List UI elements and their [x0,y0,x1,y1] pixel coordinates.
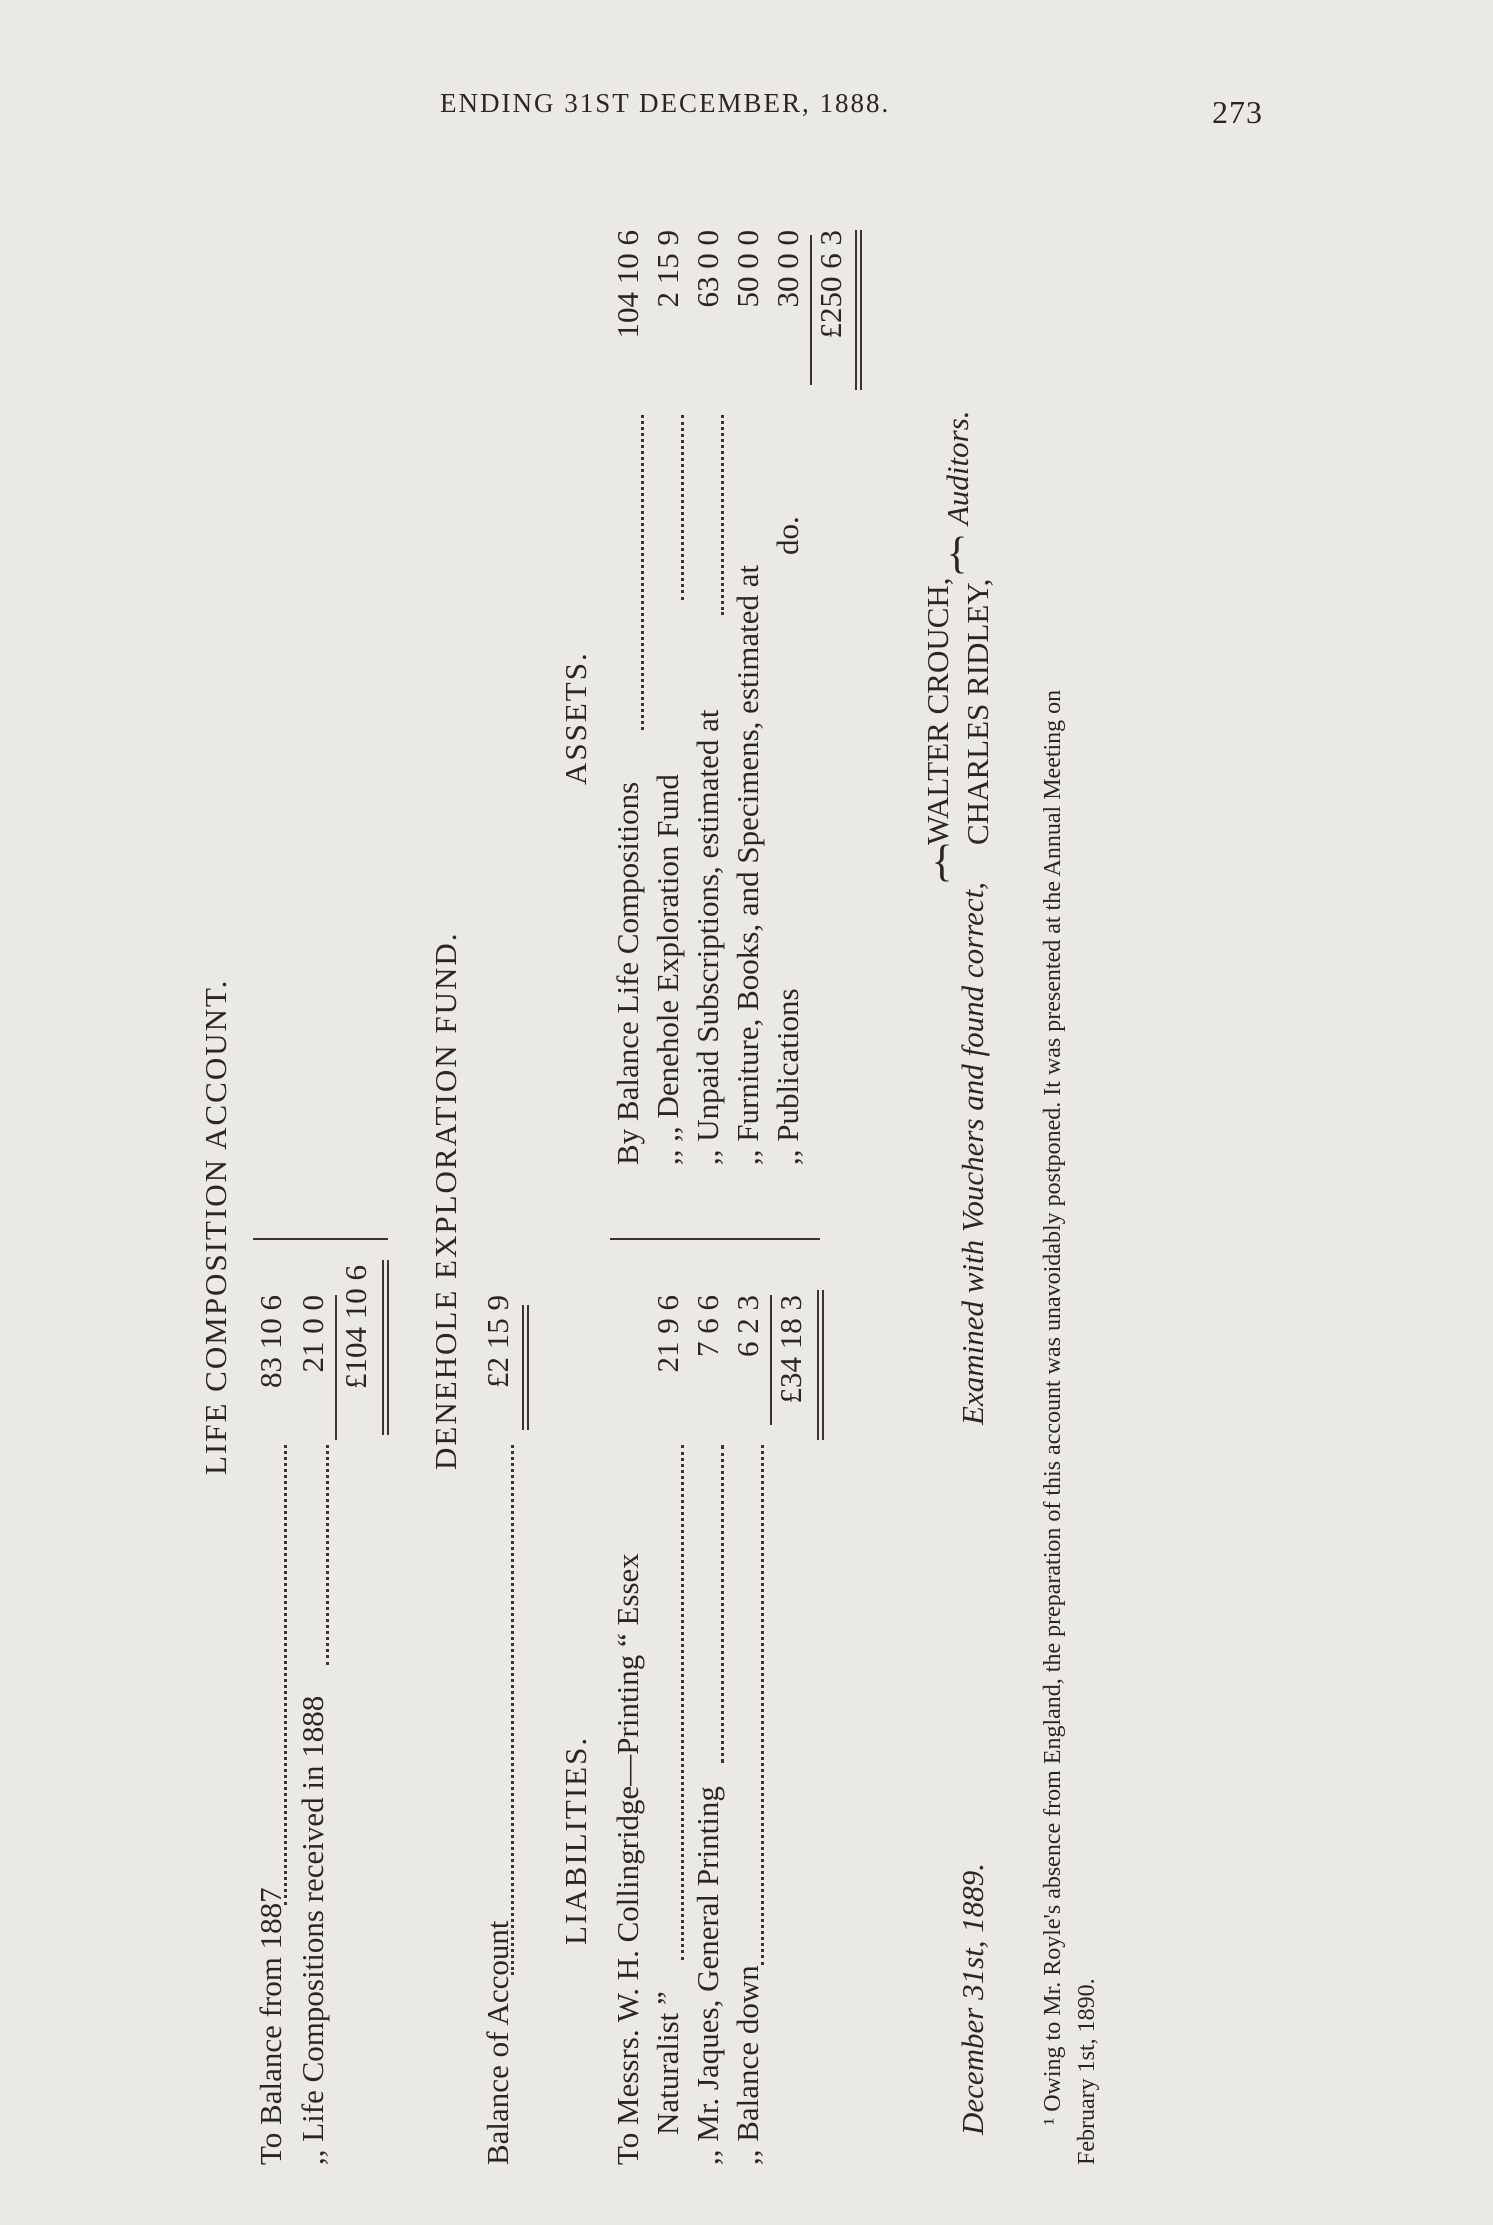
brace-left: { [931,836,953,886]
liab-total: £34 18 3 [773,1295,808,1404]
dot-leader [681,1445,684,1960]
rotated-accounts-block [160,175,1460,2175]
liab-row-1-amount: 21 9 6 [650,1295,685,1373]
asset-row-4-amount: 50 0 0 [730,230,765,308]
assets-title: ASSETS. [558,651,593,785]
asset-row-1-label: By Balance Life Compositions [610,781,645,1165]
brace-right: } [946,532,968,582]
asset-row-5-ditto: do. [770,516,805,555]
liab-row-1-label-cont: Naturalist ” [650,1991,685,2135]
asset-row-3-label: ,, Unpaid Subscriptions, estimated at [690,709,725,1165]
life-total: £104 10 6 [338,1265,373,1389]
dot-leader [511,1445,514,1975]
asset-row-2-label: ,, ,, Denehole Exploration Fund [650,774,685,1165]
dot-leader [284,1445,287,1905]
life-column-rule [253,1238,388,1240]
page-number: 273 [1212,94,1263,130]
liab-double-rule [817,1290,824,1440]
dot-leader [641,415,644,730]
asset-row-5-label: ,, Publications [770,988,805,1165]
life-row-1-label: To Balance from 1887 [253,1887,288,2165]
life-sum-rule [335,1295,337,1440]
asset-row-3-amount: 63 0 0 [690,230,725,308]
liab-row-2-amount: 7 6 6 [690,1295,725,1357]
asset-double-rule [855,230,862,390]
footnote-line-2: February 1st, 1890. [1074,1978,1100,2165]
liab-row-3-label: ,, Balance down [730,1965,765,2165]
asset-total: £250 6 3 [813,230,848,339]
liab-row-2-label: ,, Mr. Jaques, General Printing [690,1786,725,2165]
auditors-label: Auditors. [940,410,975,525]
life-account-title: LIFE COMPOSITION ACCOUNT. [198,978,233,1475]
dot-leader [721,1445,724,1763]
dot-leader [681,415,684,600]
auditor-1: WALTER CROUCH, [920,577,955,845]
dot-leader [721,415,724,615]
dot-leader [326,1445,329,1665]
life-total-double-rule [382,1260,389,1435]
liab-sum-rule [770,1295,772,1425]
asset-row-2-amount: 2 15 9 [650,230,685,308]
page-header-title: ENDING 31ST DECEMBER, 1888. [440,88,891,118]
liabilities-title: LIABILITIES. [558,1735,593,1945]
footnote-line-1: ¹ Owing to Mr. Royle's absence from England, the preparation of this account was unavoidably postponed. It was presented at the Annual Meeting on [1040,689,1066,2125]
denehole-row-label: Balance of Account [480,1920,515,2165]
life-row-1-amount: 83 10 6 [253,1295,288,1388]
denehole-row-amount: £2 15 9 [480,1295,515,1388]
denehole-double-rule [522,1305,529,1430]
liab-column-rule [610,1238,820,1240]
asset-row-5-amount: 30 0 0 [770,230,805,308]
life-row-2-amount: 21 0 0 [295,1295,330,1373]
liab-row-1-label: To Messrs. W. H. Collingridge—Printing “ Essex [610,1553,645,2165]
life-row-2-label: ,, Life Compositions received in 1888 [295,1695,330,2165]
liab-row-3-amount: 6 2 3 [730,1295,765,1357]
asset-row-1-amount: 104 10 6 [610,230,645,339]
auditor-2: CHARLES RIDLEY, [960,578,995,845]
asset-row-4-label: ,, Furniture, Books, and Specimens, estimated at [730,564,765,1165]
signoff-date: December 31st, 1889. [955,1862,990,2135]
dot-leader [761,1445,764,1965]
signoff-examined: Examined with Vouchers and found correct, [955,882,990,1425]
asset-sum-rule [810,235,812,385]
denehole-title: DENEHOLE EXPLORATION FUND. [428,931,463,1470]
